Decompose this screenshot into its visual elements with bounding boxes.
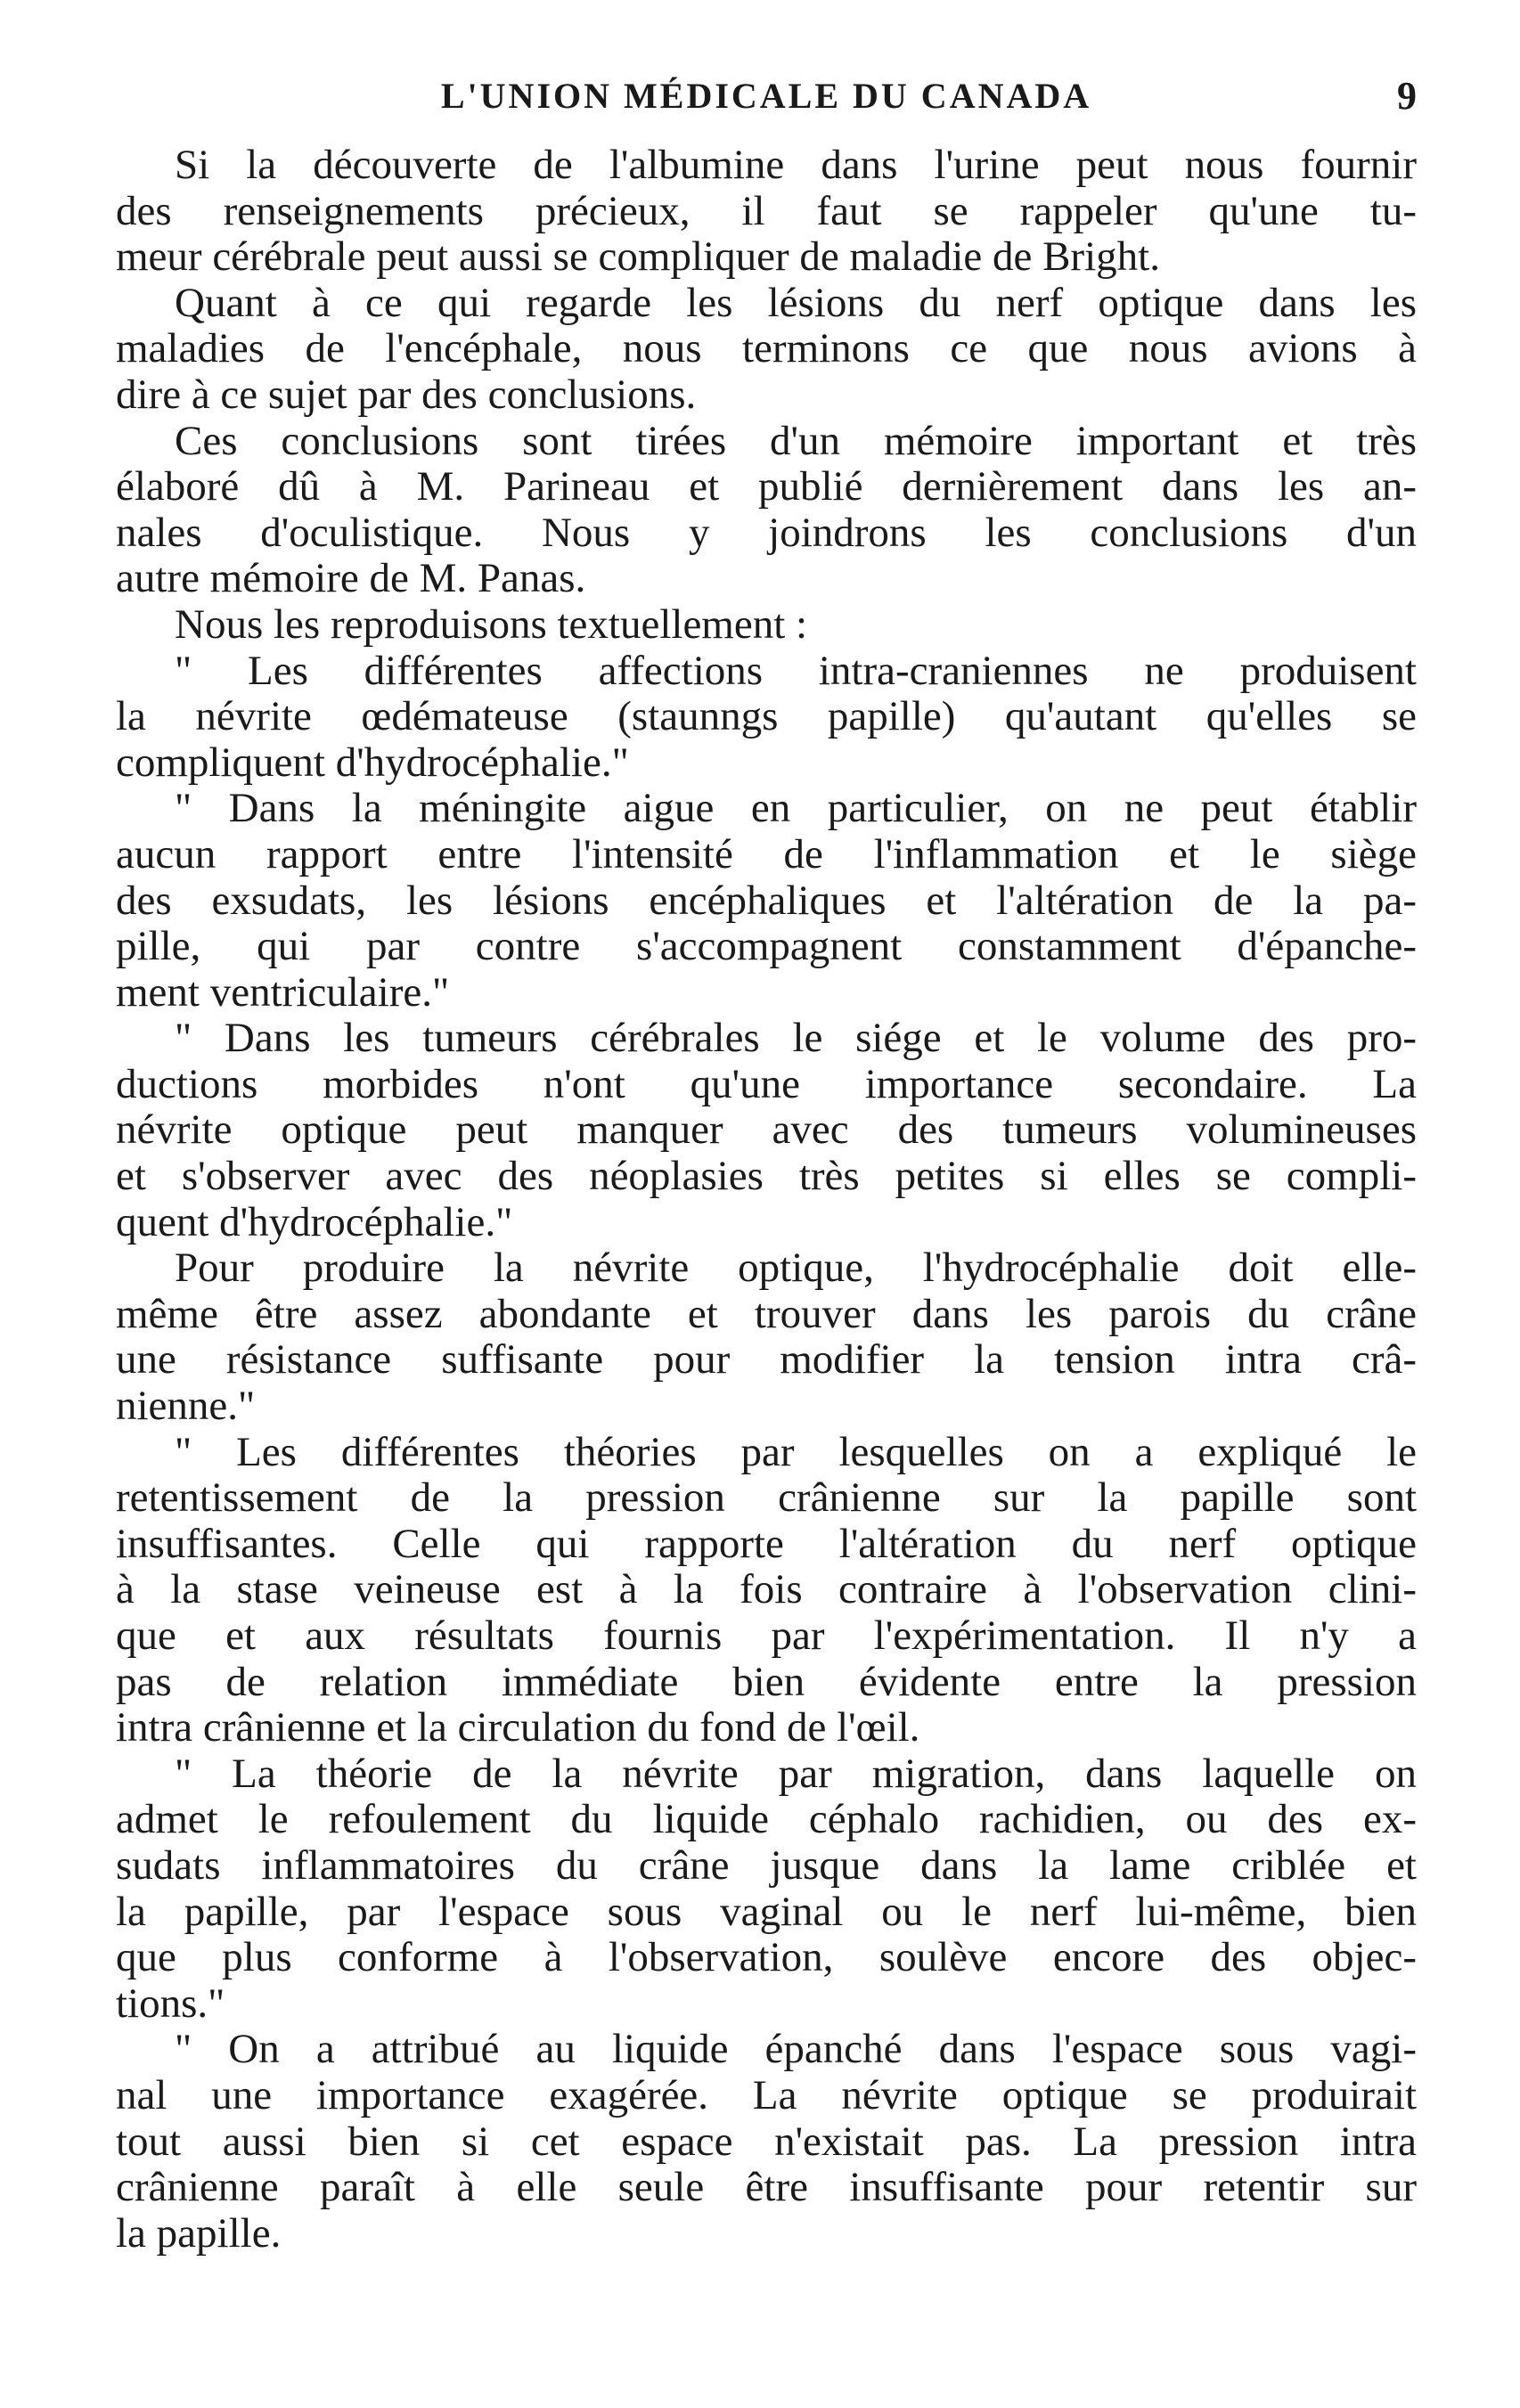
text-line: que plus conforme à l'observation, soulève encore des objec- [116,1934,1417,1981]
text-line: Nous les reproduisons textuellement : [175,600,808,648]
running-head [116,69,1417,123]
text-line: " Les différentes affections intra-craniennes ne produisent [175,647,1417,694]
journal-title: L'UNION MÉDICALE DU CANADA [440,76,1092,116]
text-line: compliquent d'hydrocéphalie." [116,739,629,786]
text-line: aucun rapport entre l'intensité de l'inflammation et le siège [116,830,1417,877]
text-line: meur cérébrale peut aussi se compliquer de maladie de Bright. [116,233,1160,281]
text-line: autre mémoire de M. Panas. [116,555,586,602]
text-line: ductions morbides n'ont qu'une importance secondaire. La [116,1060,1417,1107]
page-number: 9 [1397,74,1417,118]
text-line: à la stase veineuse est à la fois contraire à l'observation clini- [116,1566,1417,1613]
text-line: " Dans la méningite aigue en particulier, on ne peut établir [175,785,1417,832]
text-line: insuffisantes. Celle qui rapporte l'altération du nerf optique [116,1520,1417,1567]
text-line: nal une importance exagérée. La névrite optique se produirait [116,2071,1417,2118]
text-line: pille, qui par contre s'accompagnent constamment d'épanche- [116,923,1417,970]
text-line: dire à ce sujet par des conclusions. [116,371,697,418]
text-line: et s'observer avec des néoplasies très petites si elles se compli- [116,1153,1417,1200]
text-line: Pour produire la névrite optique, l'hydrocéphalie doit elle- [175,1245,1417,1292]
text-line: maladies de l'encéphale, nous terminons ce que nous avions à [116,325,1417,372]
text-line: admet le refoulement du liquide céphalo rachidien, ou des ex- [116,1796,1417,1843]
text-line: Si la découverte de l'albumine dans l'urine peut nous fournir [175,142,1417,188]
text-line: des renseignements précieux, il faut se rappeler qu'une tu- [116,187,1417,234]
text-line: " On a attribué au liquide épanché dans l'espace sous vagi- [175,2026,1417,2073]
text-line: Quant à ce qui regarde les lésions du nerf optique dans les [175,279,1417,326]
text-line: crânienne paraît à elle seule être insuffisante pour retentir sur [116,2164,1417,2211]
text-line: Ces conclusions sont tirées d'un mémoire important et très [175,417,1417,464]
text-line: retentissement de la pression crânienne sur la papille sont [116,1474,1417,1522]
text-line: une résistance suffisante pour modifier la tension intra crâ- [116,1336,1417,1384]
text-line: sudats inflammatoires du crâne jusque dans la lame criblée et [116,1841,1417,1889]
text-line: la papille, par l'espace sous vaginal ou le nerf lui-même, bien [116,1888,1417,1935]
text-line: même être assez abondante et trouver dans les parois du crâne [116,1290,1417,1337]
text-line: nales d'oculistique. Nous y joindrons les conclusions d'un [116,509,1417,556]
text-line: la névrite œdémateuse (staunngs papille) qu'autant qu'elles se [116,693,1417,740]
text-line: élaboré dû à M. Parineau et publié dernièrement dans les an- [116,463,1417,510]
text-line: " La théorie de la névrite par migration, dans laquelle on [175,1750,1417,1797]
text-line: intra crânienne et la circulation du fond de l'œil. [116,1704,920,1751]
text-line: ment ventriculaire." [116,968,450,1016]
text-line: la papille. [116,2209,282,2257]
body-text [116,143,1417,2257]
text-line: nienne." [116,1383,256,1430]
text-line: tions." [116,1979,225,2027]
text-line: quent d'hydrocéphalie." [116,1198,513,1245]
text-line: tout aussi bien si cet espace n'existait pas. La pression intra [116,2118,1417,2165]
text-line: que et aux résultats fournis par l'expérimentation. Il n'y a [116,1612,1417,1659]
text-line: des exsudats, les lésions encéphaliques et l'altération de la pa- [116,877,1417,924]
text-line: " Dans les tumeurs cérébrales le siége et le volume des pro- [175,1015,1417,1062]
text-line: pas de relation immédiate bien évidente entre la pression [116,1658,1417,1705]
text-line: névrite optique peut manquer avec des tumeurs volumineuses [116,1106,1417,1154]
text-line: " Les différentes théories par lesquelles on a expliqué le [175,1428,1417,1475]
